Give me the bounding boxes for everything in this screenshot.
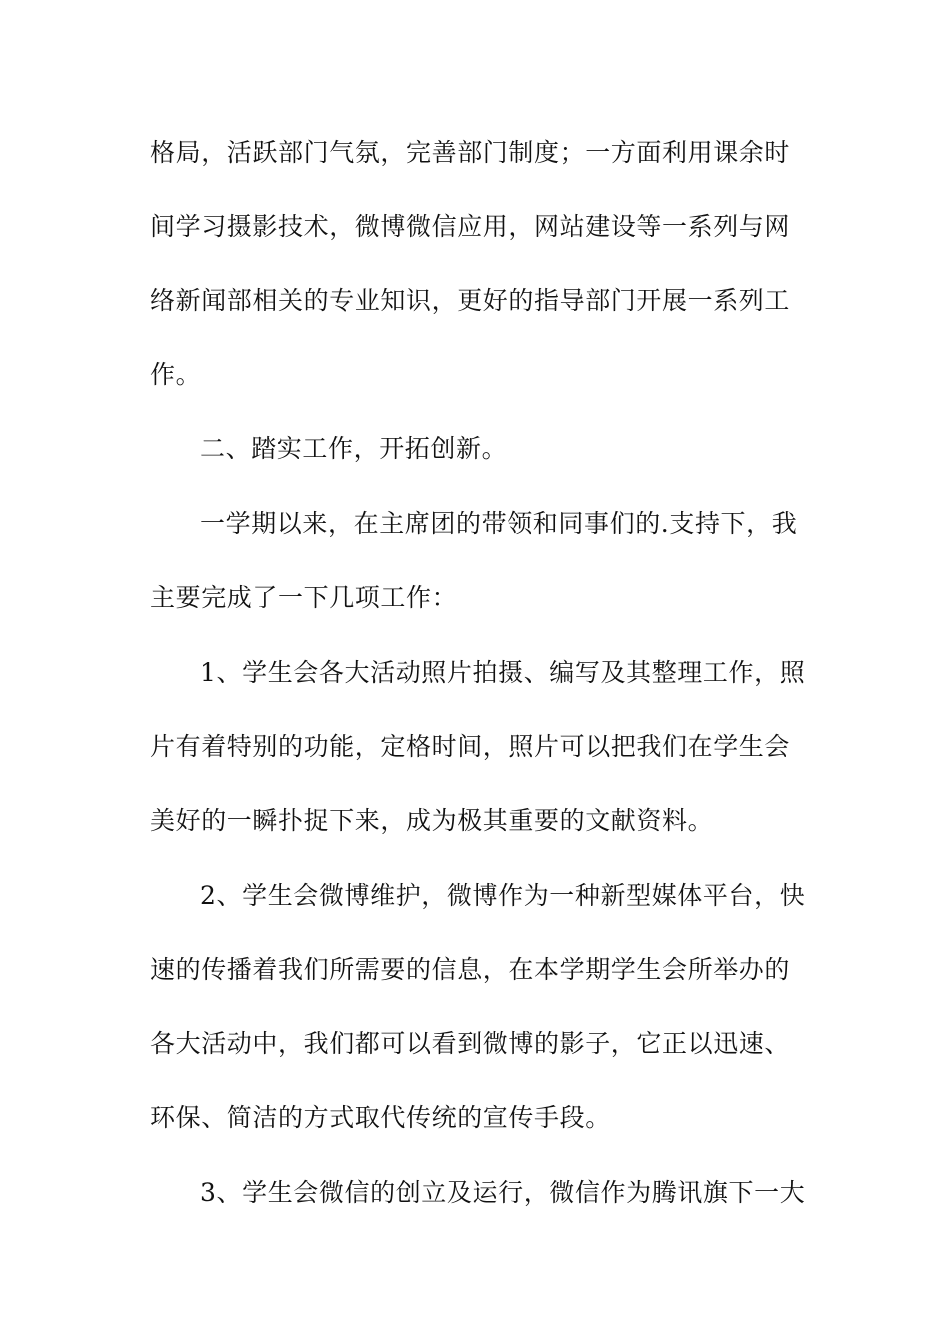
text-line: 主要完成了一下几项工作： — [150, 583, 458, 612]
text-line: 速的传播着我们所需要的信息，在本学期学生会所举办的 — [150, 955, 791, 984]
list-item-3-line: 3、学生会微信的创立及运行，微信作为腾讯旗下一大 — [200, 1178, 806, 1207]
list-item-2-line: 2、学生会微博维护，微博作为一种新型媒体平台，快 — [200, 881, 806, 910]
section-heading: 二、踏实工作，开拓创新。 — [200, 434, 508, 463]
text-line: 一学期以来，在主席团的带领和同事们的.支持下，我 — [200, 509, 798, 538]
list-item-1-line: 1、学生会各大活动照片拍摄、编写及其整理工作，照 — [200, 658, 806, 687]
text-line: 环保、简洁的方式取代传统的宣传手段。 — [150, 1103, 611, 1132]
text-line: 作。 — [150, 360, 202, 389]
text-line: 络新闻部相关的专业知识，更好的指导部门开展一系列工 — [150, 286, 791, 315]
text-line: 各大活动中，我们都可以看到微博的影子，它正以迅速、 — [150, 1029, 791, 1058]
text-line: 片有着特别的功能，定格时间，照片可以把我们在学生会 — [150, 732, 791, 761]
text-line: 美好的一瞬扑捉下来，成为极其重要的文献资料。 — [150, 806, 714, 835]
text-line: 间学习摄影技术，微博微信应用，网站建设等一系列与网 — [150, 212, 791, 241]
text-line: 格局，活跃部门气氛，完善部门制度；一方面利用课余时 — [150, 138, 791, 167]
